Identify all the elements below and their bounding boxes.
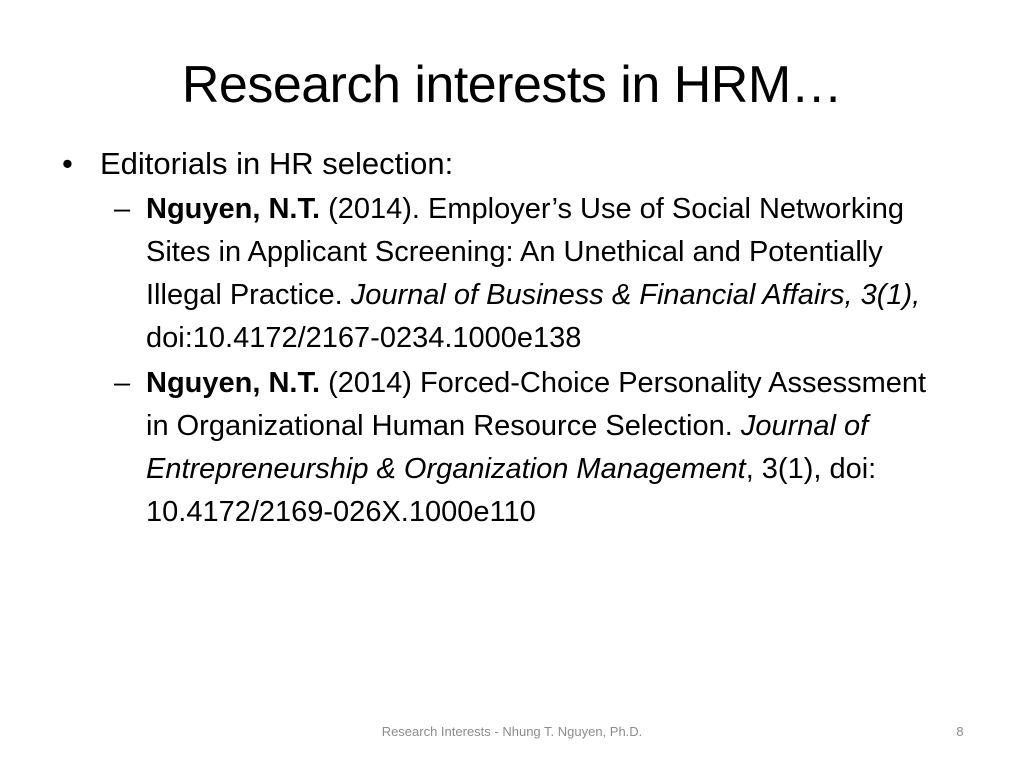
- reference-year-title: (2014) Forced-Choice Personality Assessment in Organizational Human Resource Selection.: [146, 367, 927, 442]
- dash-icon: –: [114, 367, 131, 399]
- reference-journal: Journal of Business & Financial Affairs, 3(1),: [350, 279, 921, 311]
- reference-item: [114, 188, 946, 360]
- reference-year-title: (2014). Employer’s Use of Social Networking Sites in Applicant Screening: An Unethical and Potentially Illegal Practice.: [146, 193, 905, 311]
- bullet-icon: •: [62, 146, 73, 181]
- reference-author: Nguyen, N.T.: [146, 367, 321, 399]
- slide-title: Research interests in HRM…: [181, 56, 843, 114]
- reference-item: [114, 362, 946, 534]
- reference-doi: , 3(1), doi: 10.4172/2169-026X.1000e110: [146, 453, 877, 528]
- page-number: 8: [956, 724, 964, 739]
- reference-journal: Journal of Entrepreneurship & Organization Management: [146, 410, 869, 485]
- reference-doi: doi:10.4172/2167-0234.1000e138: [146, 322, 582, 354]
- bullet-text: Editorials in HR selection:: [100, 146, 454, 181]
- bullet-item: [58, 140, 958, 188]
- reference-author: Nguyen, N.T.: [146, 193, 321, 225]
- slide-content: [58, 140, 958, 534]
- slide-footer: Research Interests - Nhung T. Nguyen, Ph.D.: [381, 724, 643, 739]
- dash-icon: –: [114, 193, 131, 225]
